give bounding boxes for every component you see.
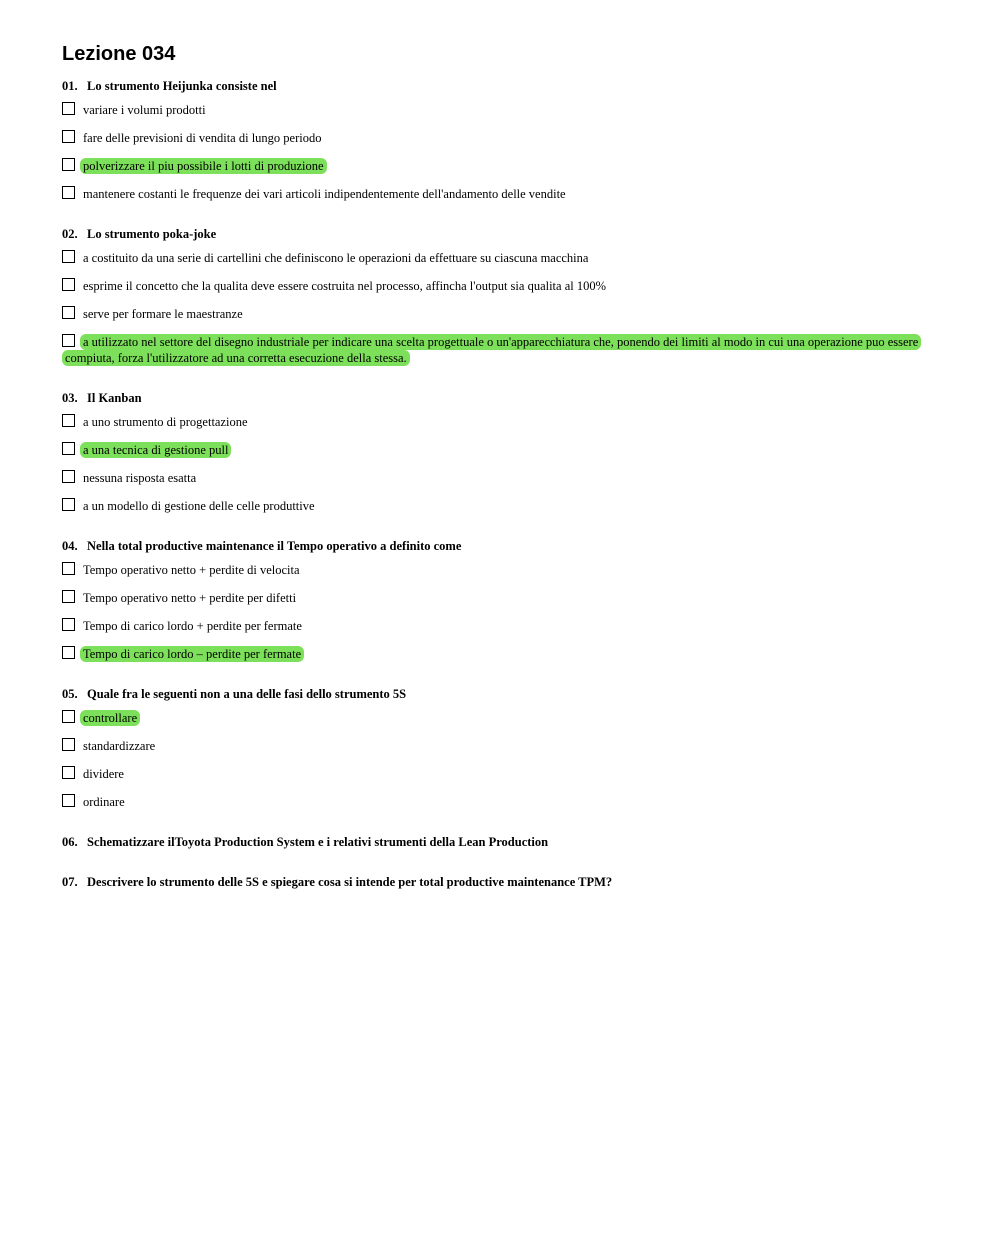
question-04 — [62, 538, 922, 662]
answer-option — [62, 306, 922, 322]
answer-text: a uno strumento di progettazione — [83, 415, 248, 429]
answer-checkbox[interactable] — [62, 738, 75, 751]
answer-text: a costituito da una serie di cartellini che definiscono le operazioni da effettuare su ciascuna macchina — [83, 251, 589, 265]
question-number: 02. — [62, 227, 78, 241]
answer-checkbox[interactable] — [62, 306, 75, 319]
answer-text: fare delle previsioni di vendita di lungo periodo — [83, 131, 322, 145]
answer-text: Tempo operativo netto + perdite per difetti — [83, 591, 297, 605]
answer-checkbox[interactable] — [62, 250, 75, 263]
answer-option-correct — [62, 158, 922, 174]
answer-option-correct — [62, 334, 922, 366]
answer-checkbox[interactable] — [62, 618, 75, 631]
answer-checkbox[interactable] — [62, 562, 75, 575]
answer-text-highlighted: controllare — [80, 710, 140, 726]
answer-option — [62, 278, 922, 294]
question-number: 01. — [62, 79, 78, 93]
question-number: 05. — [62, 687, 78, 701]
answer-option — [62, 618, 922, 634]
answer-text: standardizzare — [83, 739, 156, 753]
answer-text: Tempo di carico lordo + perdite per fermate — [83, 619, 302, 633]
answer-text: ordinare — [83, 795, 125, 809]
answer-option — [62, 562, 922, 578]
question-text: Lo strumento poka-joke — [87, 227, 217, 241]
answer-option — [62, 250, 922, 266]
answer-option — [62, 130, 922, 146]
answer-text: a un modello di gestione delle celle produttive — [83, 499, 315, 513]
answer-option-correct — [62, 646, 922, 662]
answer-checkbox[interactable] — [62, 186, 75, 199]
answer-text-highlighted: polverizzare il piu possibile i lotti di produzione — [80, 158, 327, 174]
question-text: Il Kanban — [87, 391, 142, 405]
answer-checkbox[interactable] — [62, 710, 75, 723]
question-number: 06. — [62, 835, 78, 849]
question-07 — [62, 874, 922, 890]
question-02 — [62, 226, 922, 366]
answer-checkbox[interactable] — [62, 498, 75, 511]
question-text: Nella total productive maintenance il Tempo operativo a definito come — [87, 539, 462, 553]
answer-text-highlighted: a utilizzato nel settore del disegno industriale per indicare una scelta progettuale o un'apparecchiatura che, ponendo dei limiti al modo in cui una operazione puo essere compiuta, forza l'utilizzatore ad una corretta esecuzione della stessa. — [62, 334, 921, 366]
answer-option — [62, 470, 922, 486]
question-text: Lo strumento Heijunka consiste nel — [87, 79, 277, 93]
question-heading — [62, 226, 922, 242]
answer-text-highlighted: a una tecnica di gestione pull — [80, 442, 231, 458]
answer-option — [62, 186, 922, 202]
answer-option — [62, 590, 922, 606]
answer-option — [62, 766, 922, 782]
document-page — [62, 40, 922, 914]
answer-text: mantenere costanti le frequenze dei vari articoli indipendentemente dell'andamento delle vendite — [83, 187, 566, 201]
question-heading — [62, 538, 922, 554]
question-heading — [62, 390, 922, 406]
question-03 — [62, 390, 922, 514]
answer-checkbox[interactable] — [62, 414, 75, 427]
answer-checkbox[interactable] — [62, 278, 75, 291]
question-text: Quale fra le seguenti non a una delle fasi dello strumento 5S — [87, 687, 407, 701]
answer-checkbox[interactable] — [62, 130, 75, 143]
answer-option — [62, 738, 922, 754]
question-heading — [62, 78, 922, 94]
answer-option — [62, 794, 922, 810]
answer-checkbox[interactable] — [62, 442, 75, 455]
answer-option-correct — [62, 442, 922, 458]
answer-text-highlighted: Tempo di carico lordo – perdite per fermate — [80, 646, 304, 662]
answer-option — [62, 102, 922, 118]
answer-checkbox[interactable] — [62, 794, 75, 807]
question-05 — [62, 686, 922, 810]
answer-checkbox[interactable] — [62, 470, 75, 483]
question-heading — [62, 874, 922, 890]
answer-text: Tempo operativo netto + perdite di velocita — [83, 563, 300, 577]
question-number: 07. — [62, 875, 78, 889]
answer-text: serve per formare le maestranze — [83, 307, 243, 321]
answer-checkbox[interactable] — [62, 766, 75, 779]
answer-option — [62, 498, 922, 514]
question-heading — [62, 834, 922, 850]
page-title: Lezione 034 — [62, 43, 176, 65]
answer-checkbox[interactable] — [62, 590, 75, 603]
question-heading — [62, 686, 922, 702]
question-text: Schematizzare ilToyota Production System e i relativi strumenti della Lean Production — [87, 835, 549, 849]
answer-checkbox[interactable] — [62, 646, 75, 659]
answer-checkbox[interactable] — [62, 334, 75, 347]
question-06 — [62, 834, 922, 850]
question-text: Descrivere lo strumento delle 5S e spiegare cosa si intende per total productive maintenance TPM? — [87, 875, 613, 889]
answer-checkbox[interactable] — [62, 102, 75, 115]
answer-option — [62, 414, 922, 430]
answer-text: variare i volumi prodotti — [83, 103, 206, 117]
answer-text: esprime il concetto che la qualita deve essere costruita nel processo, affincha l'output sia qualita al 100% — [83, 279, 607, 293]
question-number: 04. — [62, 539, 78, 553]
answer-checkbox[interactable] — [62, 158, 75, 171]
answer-text: dividere — [83, 767, 124, 781]
answer-text: nessuna risposta esatta — [83, 471, 197, 485]
answer-option-correct — [62, 710, 922, 726]
question-01 — [62, 78, 922, 202]
question-number: 03. — [62, 391, 78, 405]
